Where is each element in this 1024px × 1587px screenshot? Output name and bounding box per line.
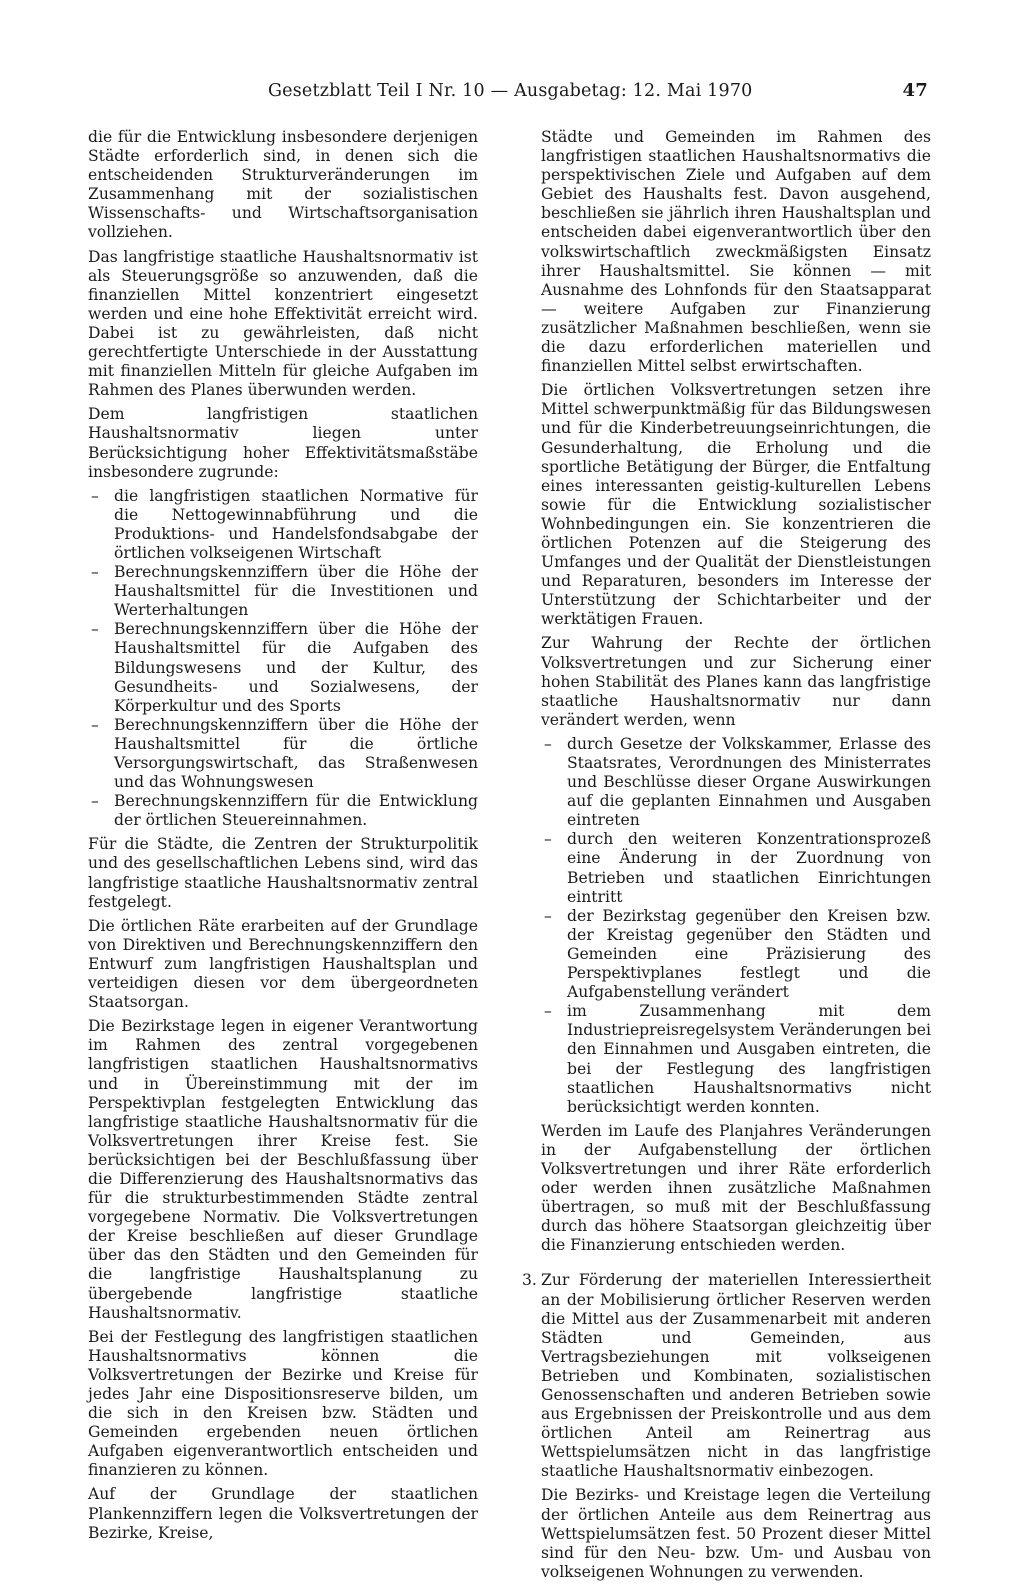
paragraph: Die Bezirks- und Kreistage legen die Verteilung der örtlichen Anteile aus dem Reinertrag aus Wettspielumsätzen fest. 50 Prozent dieser Mittel sind für den Neu- bzw. Um- und Ausbau von volkseigenen Wohnungen zu verwenden.	[541, 1486, 931, 1581]
paragraph: Werden im Laufe des Planjahres Veränderungen in der Aufgabenstellung der örtlichen Volksvertretungen und ihrer Räte erforderlich oder werden ihnen zusätzliche Maßnahmen übertragen, so muß mit der Beschlußfassung durch das höhere Staatsorgan gleichzeitig über die Finanzierung entschieden werden.	[541, 1121, 931, 1255]
list-item: – durch den weiteren Konzentrationsprozeß eine Änderung in der Zuordnung von Betrieben und staatlichen Einrichtungen eintritt	[541, 830, 931, 906]
paragraph: Die örtlichen Räte erarbeiten auf der Grundlage von Direktiven und Berechnungskennziffern den Entwurf zum langfristigen Haushaltsplan und verteidigen diesen vor dem übergeordneten Staatsorgan.	[88, 916, 478, 1012]
paragraph: Zur Förderung der materiellen Interessiertheit an der Mobilisierung örtlicher Reserven werden die Mittel aus der Zusammenarbeit mit anderen Städten und Gemeinden, aus Vertragsbeziehungen mit volkseigenen Betrieben und Kombinaten, sozialistischen Genossenschaften und anderen Betrieben sowie aus Ergebnissen der Preiskontrolle und aus dem örtlichen Anteil am Reinertrag aus Wettspielumsätzen nicht in das langfristige staatliche Haushaltsnormativ einbezogen.	[541, 1271, 931, 1481]
paragraph: Für die Städte, die Zentren der Strukturpolitik und des gesellschaftlichen Lebens sind, wird das langfristige staatliche Haushaltsnormativ zentral festgelegt.	[88, 835, 478, 911]
right-column	[522, 128, 931, 1587]
list-item: – der Bezirkstag gegenüber den Kreisen bzw. der Kreistag gegenüber den Städten und Gemeinden eine Präzisierung des Perspektivplanes festlegt und die Aufgabenstellung verändert	[541, 907, 931, 1002]
page-number: 47	[902, 80, 928, 101]
section-number: 3.	[522, 1271, 537, 1290]
paragraph: Bei der Festlegung des langfristigen staatlichen Haushaltsnormativs können die Volksvertretungen der Bezirke und Kreise für jedes Jahr eine Dispositionsreserve bilden, um die sich in den Kreisen bzw. Städten und Gemeinden ergebenden neuen örtlichen Aufgaben eigenverantwortlich entscheiden und finanzieren zu können.	[88, 1327, 478, 1480]
dash-list	[541, 735, 931, 1117]
paragraph: Städte und Gemeinden im Rahmen des langfristigen staatlichen Haushaltsnormativs die perspektivischen Ziele und Aufgaben auf dem Gebiet des Haushalts fest. Davon ausgehend, beschließen sie jährlich ihren Haushaltsplan und entscheiden dabei eigenverantwortlich über den volkswirtschaftlich zweckmäßigsten Einsatz ihrer Haushaltsmittel. Sie können — mit Ausnahme des Lohnfonds für den Staatsapparat — weitere Aufgaben zur Finanzierung zusätzlicher Maßnahmen beschließen, wenn sie die dazu erforderlichen materiellen und finanziellen Mittel selbst erwirtschaften.	[541, 128, 931, 376]
paragraph: Auf der Grundlage der staatlichen Plankennziffern legen die Volksvertretungen der Bezirke, Kreise,	[88, 1485, 478, 1542]
paragraph: Die Bezirkstage legen in eigener Verantwortung im Rahmen des zentral vorgegebenen langfristigen staatlichen Haushaltsnormativs und in Übereinstimmung mit der im Perspektivplan festgelegten Entwicklung das langfristige staatliche Haushaltsnormativ für die Volksvertretungen ihrer Kreise fest. Sie berücksichtigen bei der Beschlußfassung über die Differenzierung des Haushaltsnormativs das für die strukturbestimmenden Städte zentral vorgegebene Normativ. Die Volksvertretungen der Kreise beschließen auf dieser Grundlage über das den Städten und den Gemeinden für die langfristige Haushaltsplanung zu übergebende langfristige staatliche Haushaltsnormativ.	[88, 1017, 478, 1322]
list-item: – Berechnungskennziffern über die Höhe der Haushaltsmittel für die örtliche Versorgungswirtschaft, das Straßenwesen und das Wohnungswesen	[88, 716, 478, 792]
left-column	[88, 128, 478, 1548]
list-item: – Berechnungskennziffern über die Höhe der Haushaltsmittel für die Investitionen und Werterhaltungen	[88, 563, 478, 620]
paragraph: Dem langfristigen staatlichen Haushaltsnormativ liegen unter Berücksichtigung hoher Effektivitätsmaßstäbe insbesondere zugrunde:	[88, 405, 478, 481]
dash-list	[88, 487, 478, 831]
numbered-section-3	[522, 1271, 931, 1481]
list-item: – die langfristigen staatlichen Normative für die Nettogewinnabführung und die Produktions- und Handelsfondsabgabe der örtlichen volkseigenen Wirtschaft	[88, 487, 478, 563]
list-item: – durch Gesetze der Volkskammer, Erlasse des Staatsrates, Verordnungen des Ministerrates und Beschlüsse dieser Organe Auswirkungen auf die geplanten Einnahmen und Ausgaben eintreten	[541, 735, 931, 830]
list-item: – Berechnungskennziffern über die Höhe der Haushaltsmittel für die Aufgaben des Bildungswesens und der Kultur, des Gesundheits- und Sozialwesens, der Körperkultur und des Sports	[88, 620, 478, 715]
paragraph: Zur Wahrung der Rechte der örtlichen Volksvertretungen und zur Sicherung einer hohen Stabilität des Planes kann das langfristige staatliche Haushaltsnormativ nur dann verändert werden, wenn	[541, 634, 931, 729]
header-title: Gesetzblatt Teil I Nr. 10 — Ausgabetag: 12. Mai 1970	[268, 81, 753, 101]
paragraph: Das langfristige staatliche Haushaltsnormativ ist als Steuerungsgröße so anzuwenden, daß die finanziellen Mittel konzentriert eingesetzt werden und eine hohe Effektivität erreicht wird. Dabei ist zu gewährleisten, daß nicht gerechtfertigte Unterschiede in der Ausstattung mit finanziellen Mitteln für gleiche Aufgaben im Rahmen des Planes überwunden werden.	[88, 247, 478, 400]
paragraph: die für die Entwicklung insbesondere derjenigen Städte erforderlich sind, in denen sich die entscheidenden Strukturveränderungen im Zusammenhang mit der sozialistischen Wissenschafts- und Wirtschaftsorganisation vollziehen.	[88, 128, 478, 242]
paragraph: Die örtlichen Volksvertretungen setzen ihre Mittel schwerpunktmäßig für das Bildungswesen und für die Kinderbetreuungseinrichtungen, die Gesunderhaltung, die Erholung und die sportliche Betätigung der Bürger, die Entfaltung eines interessanten geistig-kulturellen Lebens sowie für die Entwicklung sozialistischer Wohnbedingungen ein. Sie konzentrieren die örtlichen Potenzen auf die Steigerung des Umfanges und der Qualität der Dienstleistungen und Reparaturen, besonders im Interesse der Unterstützung der Schichtarbeiter und der werktätigen Frauen.	[541, 381, 931, 629]
page-header	[268, 78, 928, 104]
list-item: – im Zusammenhang mit dem Industriepreisregelsystem Veränderungen bei den Einnahmen und Ausgaben eintreten, die bei der Festlegung des langfristigen staatlichen Haushaltsnormativs nicht berücksichtigt werden konnten.	[541, 1002, 931, 1117]
list-item: – Berechnungskennziffern für die Entwicklung der örtlichen Steuereinnahmen.	[88, 792, 478, 830]
